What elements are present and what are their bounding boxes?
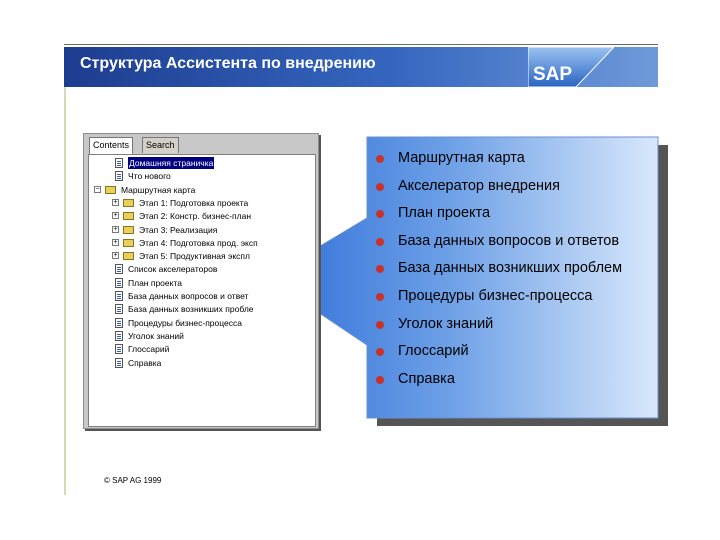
bullet-icon: [376, 293, 384, 301]
page-title: Структура Ассистента по внедрению: [80, 55, 376, 72]
document-icon: [115, 331, 123, 341]
expand-icon[interactable]: +: [113, 198, 118, 206]
tree-item-label: Справка: [128, 357, 162, 368]
feature-label: Маршрутная карта: [398, 150, 525, 166]
document-icon: [115, 344, 123, 354]
tree-item[interactable]: [112, 197, 248, 209]
help-window: [83, 133, 319, 429]
tree-item-label: Этап 1: Подготовка проекта: [139, 197, 249, 208]
tree-item-label: План проекта: [128, 277, 182, 288]
feature-label: База данных вопросов и ответов: [398, 232, 620, 249]
tree-item[interactable]: [115, 343, 169, 355]
tree-item[interactable]: [115, 170, 171, 182]
tree-item-label: Маршрутная карта: [121, 184, 196, 195]
tree-item-label: Глоссарий: [128, 344, 170, 355]
feature-label: План проекта: [398, 205, 491, 222]
folder-icon: [123, 239, 134, 247]
folder-icon: [123, 199, 134, 207]
tree-item[interactable]: [115, 330, 184, 342]
bullet-icon: [376, 238, 384, 246]
folder-icon: [123, 212, 134, 220]
feature-label: Справка: [398, 370, 455, 387]
bullet-icon: [376, 155, 384, 163]
tree-item[interactable]: [115, 157, 214, 169]
tree-item[interactable]: [112, 210, 251, 222]
tab-contents[interactable]: Contents: [89, 137, 133, 154]
tree-item-label: База данных вопросов и ответ: [128, 291, 249, 301]
tree-item-label: Домашняя страничка: [129, 158, 214, 168]
expand-icon[interactable]: +: [113, 225, 118, 233]
tree-item[interactable]: [115, 263, 217, 275]
feature-label: Глоссарий: [398, 343, 469, 360]
tree-item-label: Что нового: [128, 171, 171, 182]
bullet-icon: [376, 321, 384, 329]
folder-icon: [123, 226, 134, 234]
expand-icon[interactable]: +: [113, 252, 118, 260]
expand-icon[interactable]: +: [113, 238, 118, 246]
tree-item-label: Этап 2: Констр. бизнес-план: [139, 211, 252, 222]
tree-item-label: Процедуры бизнес-процесса: [128, 317, 242, 328]
tree-item[interactable]: [115, 317, 242, 329]
tree-item[interactable]: [94, 184, 195, 196]
document-icon: [115, 291, 123, 301]
folder-icon: [105, 186, 116, 194]
folder-icon: [123, 252, 134, 260]
tree-item[interactable]: [115, 277, 182, 289]
document-icon: [115, 278, 123, 288]
tree-item-label: База данных возникших пробле: [128, 304, 254, 315]
tree-item-label: Этап 4: Подготовка прод. эксп: [139, 237, 258, 248]
tree-item[interactable]: [112, 237, 258, 249]
contents-tree: [88, 154, 316, 427]
sap-logo-text: SAP: [533, 64, 573, 85]
tree-item-label: Уголок знаний: [128, 330, 184, 341]
tree-item-label: Этап 3: Реализация: [139, 224, 218, 235]
feature-label: Уголок знаний: [398, 315, 494, 332]
document-icon: [115, 264, 123, 274]
feature-label: Процедуры бизнес-процесса: [398, 288, 593, 304]
tree-item[interactable]: [115, 303, 254, 315]
tree-item[interactable]: [115, 290, 248, 302]
collapse-icon[interactable]: −: [95, 185, 100, 193]
tree-item[interactable]: [112, 250, 250, 262]
bullet-icon: [376, 183, 384, 191]
tree-item-label: Этап 5: Продуктивная экспл: [139, 251, 250, 262]
tab-search[interactable]: Search: [142, 137, 179, 153]
tree-item[interactable]: [112, 224, 217, 236]
feature-label: Акселератор внедрения: [398, 177, 560, 194]
feature-label: База данных возникших проблем: [398, 260, 623, 277]
document-icon: [115, 171, 123, 181]
document-icon: [115, 318, 123, 328]
document-icon: [115, 158, 123, 168]
tree-item[interactable]: [115, 357, 161, 369]
expand-icon[interactable]: +: [113, 212, 118, 220]
document-icon: [115, 304, 123, 314]
document-icon: [115, 358, 123, 368]
copyright: © SAP AG 1999: [104, 476, 162, 485]
bullet-icon: [376, 376, 384, 384]
tree-item-label: Список акселераторов: [128, 264, 218, 275]
